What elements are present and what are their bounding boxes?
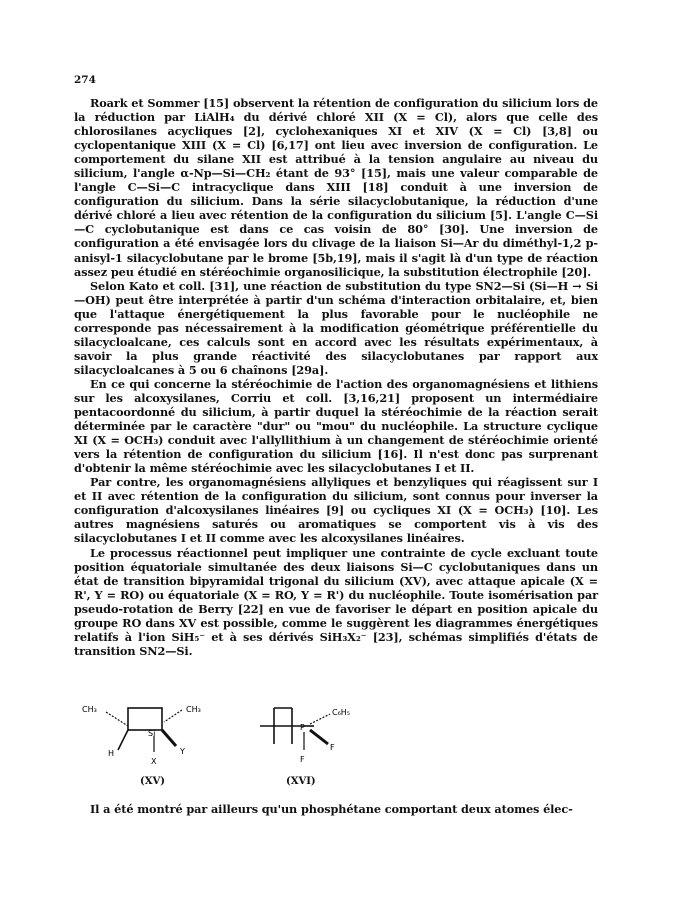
paragraph: Par contre, les organomagnésiens allyliques et benzyliques qui réagissent sur I et II avec rétention de la configuration du silicium, sont connus pour inverser la configuration d'alcoxysilanes linéaires [9] ou cycliques XI (X = OCH₃) [10]. Les autres magnésiens saturés ou aromatiques se comportent vis à vis des silacyclobutanes I et II comme avec les alcoxysilanes linéaires. (74, 475, 598, 546)
page-number: 274 (74, 74, 96, 86)
structure-xvi (254, 700, 404, 770)
atom-ch3-left: CH₃ (82, 705, 97, 714)
atom-y: Y (180, 747, 185, 756)
atom-x: X (151, 757, 157, 766)
atom-f-bottom: F (300, 755, 305, 764)
paragraph: Le processus réactionnel peut impliquer une contrainte de cycle excluant toute position équatoriale simultanée des deux liaisons Si—C cyclobutaniques dans un état de transition bipyramidal trigonal du silicium (XV), avec attaque apicale (X = R', Y = RO) ou équatoriale (X = RO, Y = R') du nucléophile. Toute isomérisation par pseudo-rotation de Berry [22] en vue de favoriser le départ en position apicale du groupe RO dans XV est possible, comme le suggèrent les diagrammes énergétiques relatifs à l'ion SiH₅⁻ et à ses dérivés SiH₃X₂⁻ [23], schémas simplifiés d'états de transition SN2—Si. (74, 545, 598, 658)
atom-si: Si (148, 729, 156, 738)
structure-xv (82, 700, 232, 770)
atom-f-right: F (330, 743, 335, 752)
paragraph: Roark et Sommer [15] observent la rétention de configuration du silicium lors de la réduction par LiAlH₄ du dérivé chloré XII (X = Cl), alors que celle des chlorosilanes acycliques [2], cyclohexaniques XI et XIV (X = Cl) [3,8] ou cyclopentanique XIII (X = Cl) [6,17] ont lieu avec inversion de configuration. Le comportement du silane XII est attribué à la tension angulaire au niveau du silicium, l'angle α-Np—Si—CH₂ étant de 93° [15], mais une valeur comparable de l'angle C—Si—C intracyclique dans XIII [18] conduit à une inversion de configuration du silicium. Dans la série silacyclobutanique, la réduction d'une dérivé chloré a lieu avec rétention de la configuration du silicium [5]. L'angle C—Si—C cyclobutanique est dans ce cas voisin de 80° [30]. Une inversion de configuration a été envisagée lors du clivage de la liaison Si—Ar du diméthyl-1,2 p-anisyl-1 silacyclobutane par le brome [5b,19], mais il s'agit là d'un type de réaction assez peu étudié en stéréochimie organosilicique, la substitution électrophile [20]. (74, 96, 598, 279)
atom-c6h5: C₆H₅ (332, 708, 351, 717)
paragraph: En ce qui concerne la stéréochimie de l'action des organomagnésiens et lithiens sur les alcoxysilanes, Corriu et coll. [3,16,21] proposent un intermédiaire pentacoordonné du silicium, à partir duquel la stéréochimie de la réaction serait déterminée par le caractère "dur" ou "mou" du nucléophile. La structure cyclique XI (X = OCH₃) conduit avec l'allyllithium à un changement de stéréochimie orienté vers la rétention de configuration du silicium [16]. Il n'est donc pas surprenant d'obtenir la même stéréochimie avec les silacyclobutanes I et II. (74, 376, 598, 476)
atom-h: H (108, 749, 115, 758)
atom-p: P (300, 723, 305, 732)
atom-ch3-right: CH₃ (186, 705, 201, 714)
figure-label-xv: (XV) (140, 776, 165, 787)
structure-figures (74, 700, 594, 790)
body-text (74, 96, 598, 658)
paragraph: Selon Kato et coll. [31], une réaction de substitution du type SN2—Si (Si—H → Si—OH) peut être interprétée à partir d'un schéma d'interaction orbitalaire, et, bien que l'attaque énergétiquement la plus favorable pour le nucléophile ne corresponde pas nécessairement à la modification géométrique préférentielle du silacycloalcane, ces calculs sont en accord avec les résultats expérimentaux, à savoir la plus grande réactivité des silacyclobutanes par rapport aux silacycloalcanes à 5 ou 6 chaînons [29a]. (74, 278, 598, 377)
continuation-line: Il a été montré par ailleurs qu'un phosphétane comportant deux atomes élec- (90, 802, 573, 816)
figure-label-xvi: (XVI) (286, 776, 316, 787)
